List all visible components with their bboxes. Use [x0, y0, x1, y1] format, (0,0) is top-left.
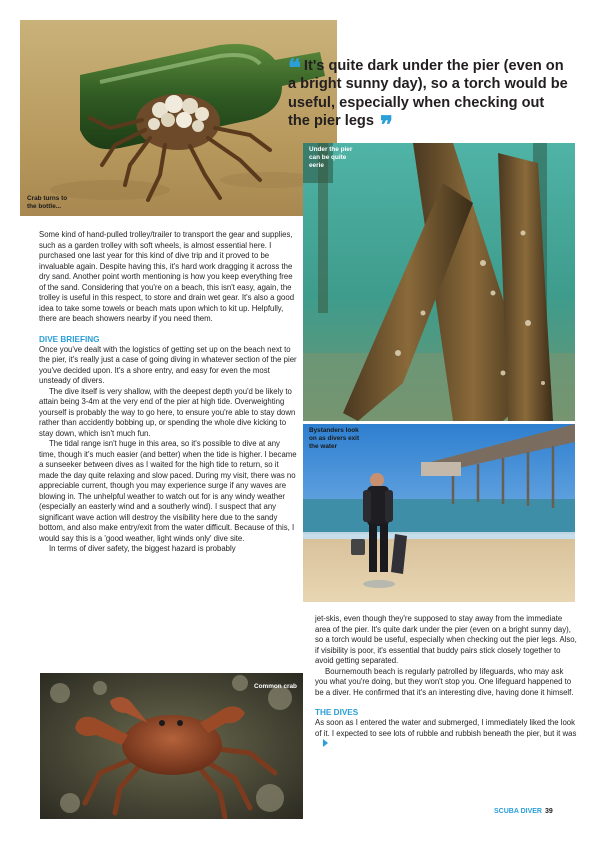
intro-paragraph: Some kind of hand-pulled trolley/trailer to transport the gear and supplies, such as a garden trolley with soft wheels, is almost essential here. I purchased one last year for this kind of dive trip and it proved to be invaluable again. Despite having this, it's hard work dragging it across the dry sand. Another point worth mentioning is how you keep everything free of the sand. Considering that you're on a beach, this isn't easy, again, the trolley is useful in this respect, to store and drain wet gear. It's also a good idea to take some towels or beach mats upon which to kit up. Helpfully, there are beach showers nearby if you need them.	[39, 230, 295, 323]
bystanders-caption: Bystanders look on as divers exit the water	[309, 427, 360, 450]
magazine-name: SCUBA DIVER	[494, 808, 542, 815]
briefing-paragraph: In terms of diver safety, the biggest hazard is probably	[49, 544, 236, 553]
briefing-paragraph: The tidal range isn't huge in this area, so it's possible to dive at any time, though it's much easier (and better) when the tide is higher. I became a sunseeker between dives as I waited for the high tide to return, so it made the day quite relaxing and slow paced. During my visit, there was no appreciable current, though you may experience surge if any waves are blowing in. The unhelpful weather to watch out for is any windy weather (especially an easterly wind and a southerly wind). I suspect that any significant wave action will destroy the visibility here due to the sandy bottom, and also make entry/exit from the water difficult. Because of this, I would say this is a 'good weather, light winds only' dive site.	[39, 439, 297, 543]
continue-arrow-icon	[323, 739, 328, 747]
dives-paragraph-text: As soon as I entered the water and submerged, I immediately liked the look of it. I expected to see lots of rubble and rubbish beneath the pier, but it was	[315, 718, 577, 738]
common-crab-caption: Common crab	[254, 683, 297, 690]
pier-legs-caption: Under the pier can be quite eerie	[309, 146, 353, 169]
left-column	[39, 230, 298, 555]
crab-bottle-caption: Crab turns to the bottle...	[27, 195, 68, 210]
common-crab-photo	[40, 673, 303, 819]
right-paragraph: Bournemouth beach is regularly patrolled by lifeguards, who may ask you what you're doing, but they won't stop you. One lifeguard happened to be a diver. He confirmed that it's an interesting dive, having done it himself.	[315, 666, 574, 697]
pull-quote	[288, 53, 568, 140]
right-paragraph: jet-skis, even though they're supposed to stay away from the immediate area of the pier. It's quite dark under the pier (even on a bright sunny day), so a torch would be useful, especially when checking out the pier legs. Also, if visibility is poor, it's essential that buddy pairs stick closely together to avoid getting separated.	[315, 614, 577, 665]
pier-legs-photo	[303, 143, 575, 421]
page-number: 39	[544, 808, 553, 815]
close-quote-icon: ❞	[379, 110, 393, 140]
dive-briefing-heading: DIVE BRIEFING	[39, 334, 100, 344]
briefing-paragraph: The dive itself is very shallow, with the deepest depth you'd be likely to attain being 3-4m at the very end of the pier at high tide. Overweighting yourself is probably the way to go here, to ensure you're able to stay down rather than accidently bobbing up, or spending the whole dive kicking to stay down, which isn't much fun.	[39, 386, 296, 438]
briefing-paragraph: Once you've dealt with the logistics of getting set up on the beach next to the pier, it's really just a case of going diving in whatever section of the pier you've decided upon. It's a shore entry, and easy for even the most unsteady of divers.	[39, 344, 297, 385]
pull-quote-text: It's quite dark under the pier (even on a bright sunny day), so a torch would be useful, especially when checking out the pier legs	[288, 58, 568, 130]
right-column	[315, 614, 577, 750]
dives-paragraph	[315, 718, 577, 750]
the-dives-heading: THE DIVES	[315, 708, 359, 717]
page-footer	[494, 808, 553, 815]
open-quote-icon: ❝	[288, 53, 301, 82]
